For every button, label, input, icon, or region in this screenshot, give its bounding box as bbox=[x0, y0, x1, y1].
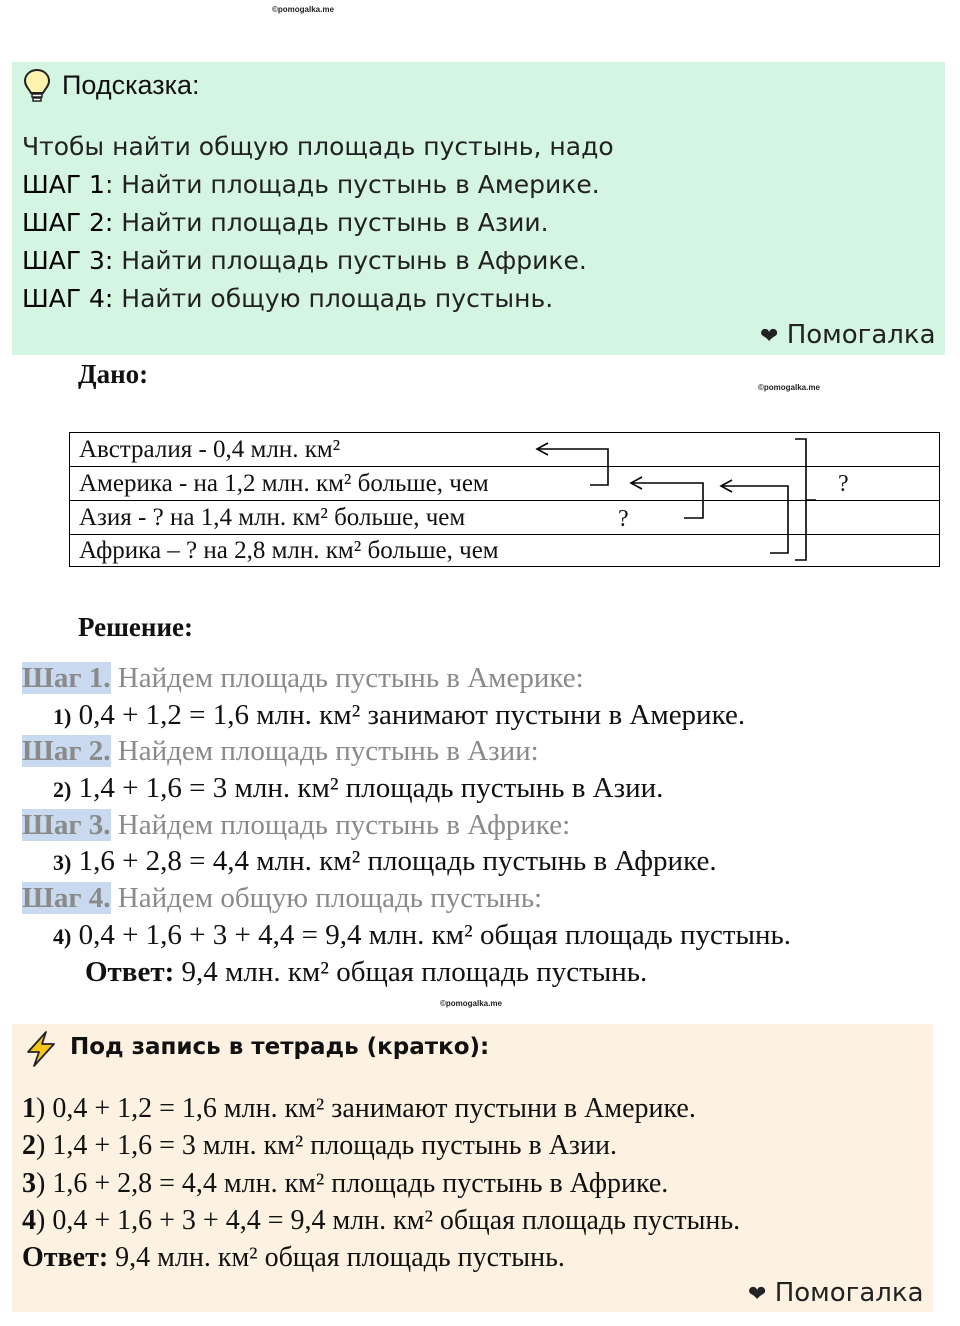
watermark: ©pomogalka.me bbox=[272, 5, 334, 14]
notebook-title: Под запись в тетрадь (кратко): bbox=[70, 1034, 490, 1060]
notebook-lines bbox=[22, 1090, 740, 1276]
watermark: ©pomogalka.me bbox=[440, 999, 502, 1008]
solution-answer: Ответ: 9,4 млн. км² общая площадь пустынь. bbox=[85, 955, 648, 988]
solution-calc: 3) 1,6 + 2,8 = 4,4 млн. км² площадь пустынь в Африке. bbox=[53, 845, 717, 878]
given-row: Африка – ? на 2,8 млн. км² больше, чем bbox=[79, 537, 499, 564]
lightning-icon bbox=[22, 1030, 60, 1068]
given-row: Америка - на 1,2 млн. км² больше, чем bbox=[70, 467, 939, 501]
brand-signature: ❤ Помогалка bbox=[760, 320, 936, 350]
notebook-line: 1) 0,4 + 1,2 = 1,6 млн. км² занимают пустыни в Америке. bbox=[22, 1093, 696, 1124]
solution-steps bbox=[22, 660, 791, 990]
question-mark: ? bbox=[838, 471, 849, 497]
solution-step-heading: Шаг 2. Найдем площадь пустынь в Азии: bbox=[22, 735, 539, 768]
hint-step: ШАГ 3: Найти площадь пустынь в Африке. bbox=[22, 246, 587, 275]
solution-step-heading: Шаг 3. Найдем площадь пустынь в Африке: bbox=[22, 808, 571, 841]
notebook-line: 3) 1,6 + 2,8 = 4,4 млн. км² площадь пустынь в Африке. bbox=[22, 1167, 669, 1199]
given-title: Дано: bbox=[78, 359, 149, 389]
brand-signature: ❤ Помогалка bbox=[748, 1278, 924, 1308]
solution-calc: 2) 1,4 + 1,6 = 3 млн. км² площадь пустынь в Азии. bbox=[53, 772, 664, 805]
solution-calc: 1) 0,4 + 1,2 = 1,6 млн. км² занимают пустыни в Америке. bbox=[53, 698, 746, 731]
solution-step-heading: Шаг 4. Найдем общую площадь пустынь: bbox=[22, 882, 543, 915]
given-row: Азия - ? на 1,4 млн. км² больше, чем bbox=[70, 501, 939, 535]
comparison-arrows bbox=[0, 0, 960, 600]
hint-title: Подсказка: bbox=[62, 70, 200, 100]
notebook-line: 4) 0,4 + 1,6 + 3 + 4,4 = 9,4 млн. км² общая площадь пустынь. bbox=[22, 1204, 741, 1236]
notebook-answer: Ответ: 9,4 млн. км² общая площадь пустынь. bbox=[22, 1242, 565, 1274]
hint-intro: Чтобы найти общую площадь пустынь, надо bbox=[22, 132, 614, 161]
question-mark: ? bbox=[618, 506, 629, 532]
heart-icon: ❤ bbox=[748, 1282, 767, 1307]
hint-step: ШАГ 4: Найти общую площадь пустынь. bbox=[22, 284, 554, 313]
hint-step: ШАГ 1: Найти площадь пустынь в Америке. bbox=[22, 170, 600, 199]
watermark: ©pomogalka.me bbox=[758, 383, 820, 392]
given-row: Австралия - 0,4 млн. км² bbox=[70, 433, 939, 467]
notebook-line: 2) 1,4 + 1,6 = 3 млн. км² площадь пустынь в Азии. bbox=[22, 1130, 617, 1162]
hint-step: ШАГ 2: Найти площадь пустынь в Азии. bbox=[22, 208, 549, 237]
solution-step-heading: Шаг 1. Найдем площадь пустынь в Америке: bbox=[22, 662, 584, 694]
heart-icon: ❤ bbox=[760, 324, 779, 349]
solution-calc: 4) 0,4 + 1,6 + 3 + 4,4 = 9,4 млн. км² общая площадь пустынь. bbox=[53, 918, 791, 951]
solution-title: Решение: bbox=[78, 612, 193, 642]
